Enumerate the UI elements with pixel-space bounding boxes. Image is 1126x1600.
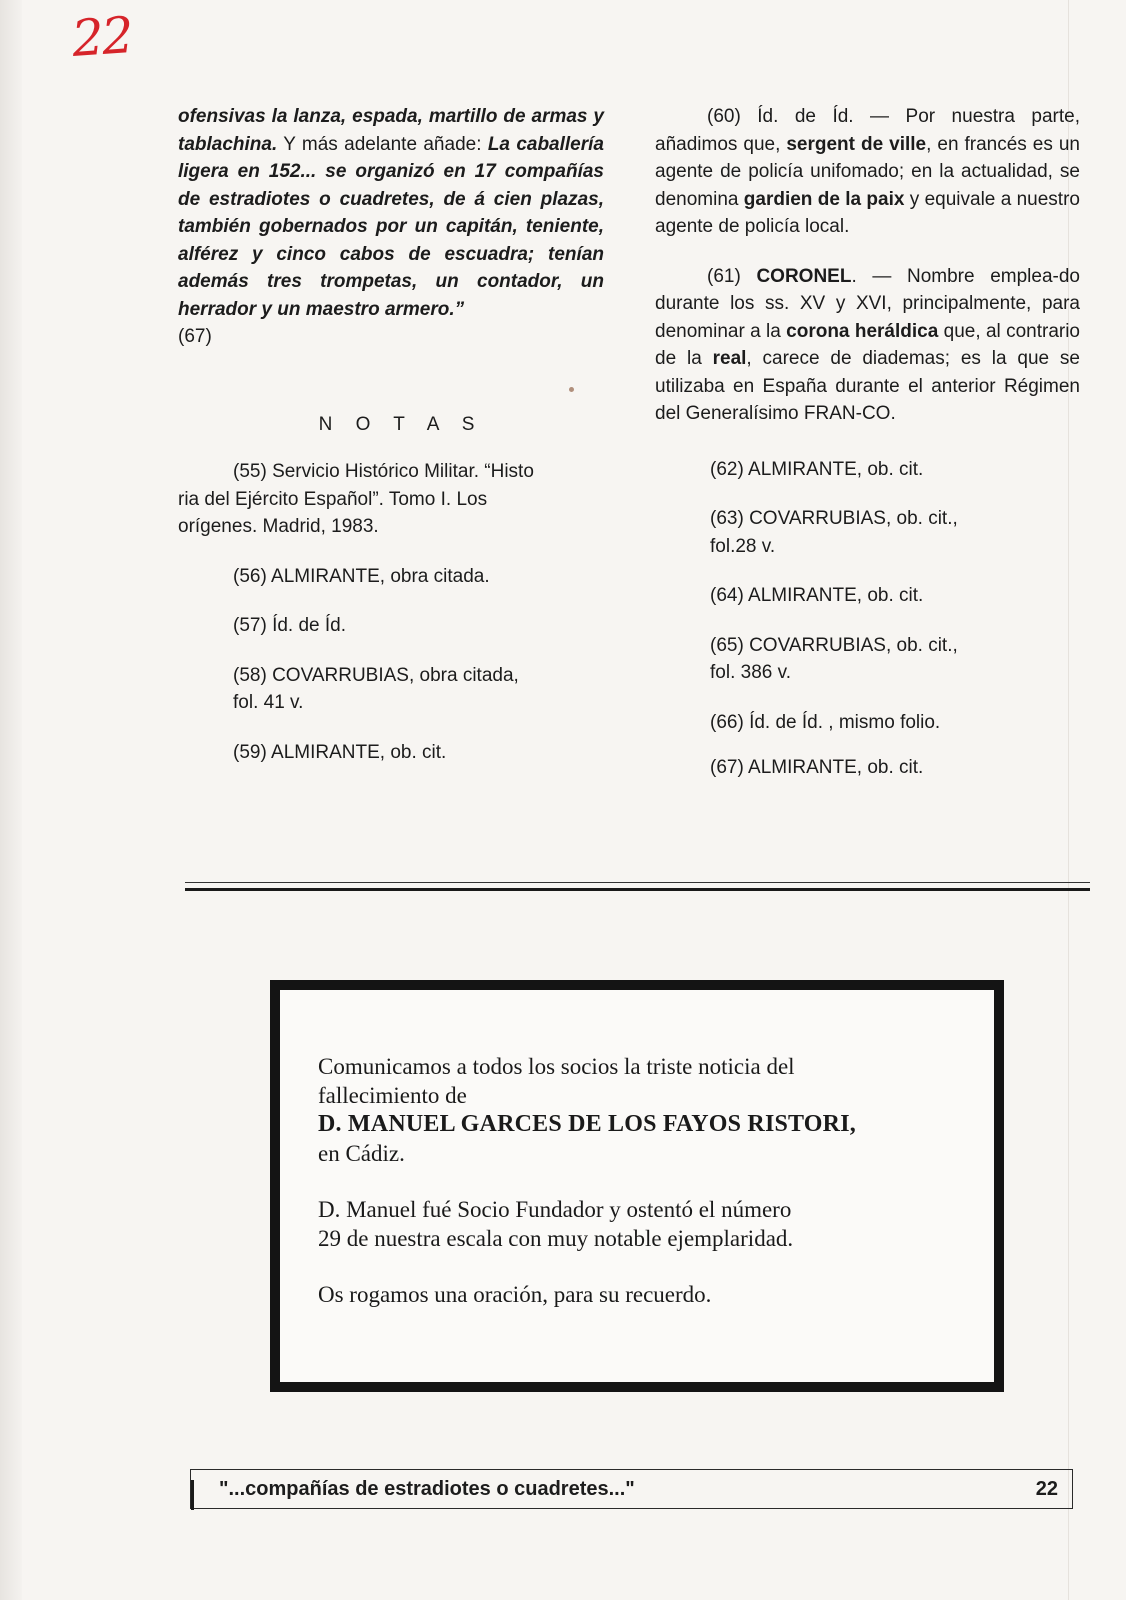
memorial-notice-box — [270, 980, 1004, 1392]
note-55 — [178, 458, 604, 541]
note-55-line-2: ria del Ejército Español”. Tomo I. Los — [178, 488, 488, 510]
left-column — [178, 103, 604, 766]
quote-reference: (67) — [178, 326, 212, 347]
note-60 — [655, 103, 1080, 241]
note-58-line-1: (58) COVARRUBIAS, obra citada, — [233, 664, 519, 686]
note-60-term-2: gardien de la paix — [743, 188, 905, 210]
note-65-line-2: fol. 386 v. — [710, 662, 791, 683]
note-57: (57) Íd. de Íd. — [233, 615, 347, 636]
note-58-line-2: fol. 41 v. — [233, 692, 304, 713]
page-edge — [0, 0, 22, 1600]
note-64: (64) ALMIRANTE, ob. cit. — [710, 585, 924, 606]
note-61-term-3: real — [712, 348, 747, 369]
memorial-place: en Cádiz. — [318, 1141, 405, 1166]
note-63-line-1: (63) COVARRUBIAS, ob. cit., — [710, 508, 958, 529]
quote-paragraph — [178, 103, 604, 351]
note-65-line-1: (65) COVARRUBIAS, ob. cit., — [710, 634, 958, 656]
footer-title: "...compañías de estradiotes o cuadretes..." — [219, 1478, 635, 1500]
note-67: (67) ALMIRANTE, ob. cit. — [710, 757, 924, 778]
note-60-text-e: y equivale a nuestro agente de policía local. — [655, 188, 1080, 237]
note-61 — [655, 263, 1080, 428]
note-61-text-e: que, al contrario de la — [655, 320, 1080, 369]
divider-thin — [185, 882, 1090, 883]
quote-part-a: ofensivas la lanza, espada, martillo de armas y tablachina. — [178, 106, 604, 155]
memorial-line-1: Comunicamos a todos los socios la triste noticia del — [318, 1054, 795, 1079]
note-58 — [178, 662, 604, 717]
running-footer — [190, 1469, 1073, 1509]
quote-part-c: La caballería ligera en 152... se organizó en 17 compañías de estradiotes o cuadretes, de á cien plazas, también gobernados por un capitán, teniente, alférez y cinco cabos de escuadra; tenían además tres trompetas, un contador, un herrador y un maestro armero.” — [178, 133, 604, 320]
note-61-text-g: , carece de diademas; es la que se utilizaba en España durante el anterior Régimen del Generalísimo FRAN-CO. — [655, 348, 1080, 424]
notas-heading: N O T A S — [318, 413, 484, 435]
note-60-text-a: (60) Íd. de Íd. — Por nuestra parte, añadimos que, — [655, 106, 1080, 155]
memorial-line-7: Os rogamos una oración, para su recuerdo. — [318, 1282, 712, 1307]
note-65 — [655, 632, 1080, 687]
note-56: (56) ALMIRANTE, obra citada. — [233, 565, 490, 587]
memorial-line-2: fallecimiento de — [318, 1083, 467, 1108]
note-59: (59) ALMIRANTE, ob. cit. — [233, 741, 447, 763]
note-61-text-c: . — Nombre emplea-do durante los ss. XV y XVI, principalmente, para denominar a la — [655, 265, 1080, 342]
note-61-text-a: (61) — [707, 265, 757, 287]
divider-thick — [185, 888, 1090, 891]
note-63-line-2: fol.28 v. — [710, 535, 776, 557]
note-61-term-1: CORONEL — [756, 265, 852, 287]
note-66: (66) Íd. de Íd. , mismo folio. — [710, 711, 941, 733]
memorial-line-6: 29 de nuestra escala con muy notable ejemplaridad. — [318, 1226, 794, 1251]
note-60-text-c: , en francés es un agente de policía unifomado; en la actualidad, se denomina — [655, 133, 1080, 210]
right-column — [655, 103, 1080, 782]
note-55-line-3: orígenes. Madrid, 1983. — [178, 516, 379, 537]
ink-speck — [569, 387, 574, 392]
footer-bar — [191, 1480, 194, 1510]
note-62: (62) ALMIRANTE, ob. cit. — [710, 458, 924, 480]
note-55-line-1: (55) Servicio Histórico Militar. “Histo — [233, 461, 534, 482]
memorial-deceased-name: D. MANUEL GARCES DE LOS FAYOS RISTORI, — [318, 1111, 856, 1137]
note-60-term-1: sergent de ville — [786, 133, 927, 155]
handwritten-page-mark: 22 — [70, 5, 134, 69]
memorial-line-5: D. Manuel fué Socio Fundador y ostentó el número — [318, 1197, 792, 1222]
quote-part-b: Y más adelante añade: — [277, 133, 488, 155]
footer-page-number: 22 — [1035, 1478, 1058, 1500]
note-63 — [655, 505, 1080, 560]
note-61-term-2: corona heráldica — [786, 320, 939, 342]
